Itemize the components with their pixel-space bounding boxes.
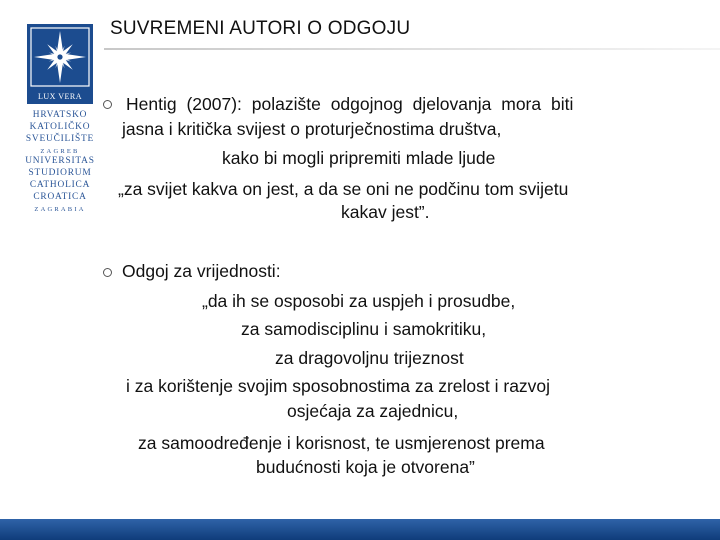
bullet-2-line-5: i za korištenje svojim sposobnostima za zrelost i razvoj — [126, 376, 551, 396]
bullet-2-line-3: za samodisciplinu i samokritiku, — [241, 319, 487, 339]
logo-motto: LUX VERA — [27, 90, 93, 104]
bullet-2-line-2: „da ih se osposobi za uspjeh i prosudbe, — [202, 291, 516, 311]
bullet-2-line-7: za samoodređenje i korisnost, te usmjerenost prema — [138, 433, 545, 453]
bullet-1-line-2: jasna i kritička svijest o proturječnostima društva, — [122, 119, 502, 139]
bullet-2-line-6: osjećaja za zajednicu, — [287, 401, 459, 421]
bullet-1-line-4: „za svijet kakva on jest, a da se oni ne podčinu tom svijetu — [118, 179, 569, 199]
logo-text-line: CROATICA — [33, 192, 87, 202]
logo-text-line: ZAGRABIA — [34, 206, 86, 213]
bullet-1-line-3: kako bi mogli pripremiti mlade ljude — [222, 148, 496, 168]
bullet-2-line-4: za dragovoljnu trijeznost — [275, 348, 464, 368]
bullet-icon — [103, 268, 112, 277]
logo-text-line: CATHOLICA — [29, 180, 91, 190]
star-cross-icon — [27, 24, 93, 90]
bullet-2-line-1: Odgoj za vrijednosti: — [122, 261, 281, 281]
bullet-1-line-5: kakav jest”. — [341, 202, 430, 222]
title-divider — [104, 48, 720, 50]
logo-text-line: ZAGREB — [40, 148, 80, 155]
university-logo — [24, 24, 96, 270]
bullet-2-line-8: budućnosti koja je otvorena” — [256, 457, 475, 477]
bullet-1-line-1: Hentig (2007): polazište odgojnog djelovanja mora biti — [126, 94, 574, 114]
logo-text-line: HRVATSKO — [32, 110, 88, 120]
logo-text-line: KATOLIČKO — [29, 122, 91, 132]
logo-text-line: UNIVERSITAS — [25, 156, 95, 166]
footer-bar — [0, 519, 720, 540]
logo-text-line: STUDIORUM — [28, 168, 92, 178]
slide-title: SUVREMENI AUTORI O ODGOJU — [110, 18, 411, 39]
logo-text-line: SVEUČILIŠTE — [25, 134, 95, 144]
bullet-icon — [103, 100, 112, 109]
